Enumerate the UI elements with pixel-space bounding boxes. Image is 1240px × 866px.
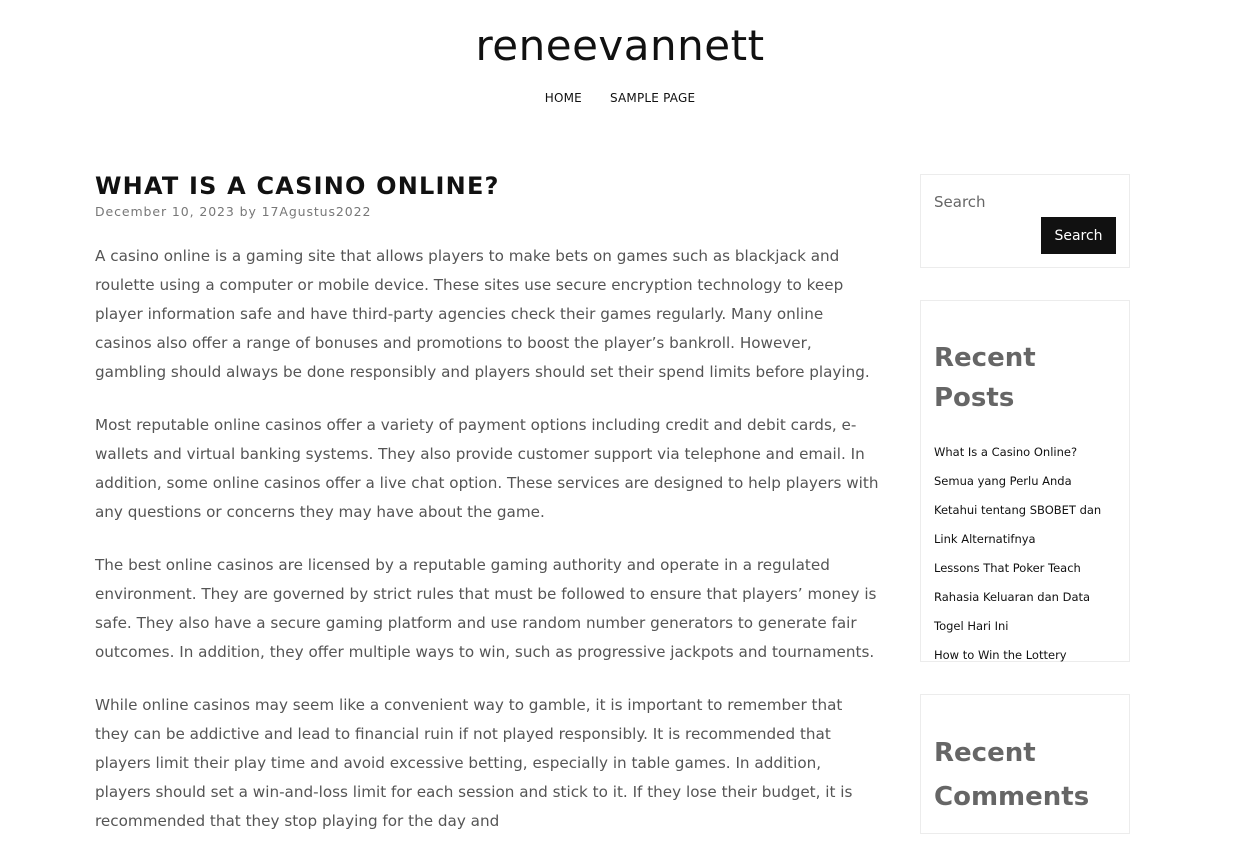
recent-posts-title: Recent Posts	[934, 343, 1036, 413]
site-title-link[interactable]: reneevannett	[475, 21, 765, 70]
post-paragraph: Most reputable online casinos offer a variety of payment options including credit and debit cards, e-wallets and virtual banking systems. They also provide customer support via telephone and email. In addition, some online casinos offer a live chat option. These services are designed to help players with any questions or concerns they may have about the game.	[95, 416, 879, 521]
nav-item-sample-page[interactable]: SAMPLE PAGE	[609, 91, 696, 105]
recent-post-link[interactable]: Rahasia Keluaran dan Data Togel Hari Ini	[934, 590, 1091, 633]
main-navigation	[0, 90, 1240, 106]
post-paragraph: While online casinos may seem like a convenient way to gamble, it is important to remember that they can be addictive and lead to financial ruin if not played responsibly. It is recommended that players limit their play time and avoid excessive betting, especially in table games. In addition, players should set a win-and-loss limit for each session and stick to it. If they lose their budget, it is recommended that they stop playing for the day and	[95, 696, 853, 830]
search-button[interactable]: Search	[1041, 217, 1116, 254]
post-by-label: by	[239, 204, 257, 219]
search-input[interactable]	[934, 189, 1114, 215]
recent-comments-title: Recent Comments	[934, 738, 1090, 812]
post-title: WHAT IS A CASINO ONLINE?	[95, 172, 500, 200]
recent-post-link[interactable]: What Is a Casino Online?	[934, 445, 1078, 459]
recent-comments-widget	[920, 694, 1130, 834]
site-header	[0, 0, 1240, 130]
recent-post-link[interactable]: Lessons That Poker Teach	[934, 561, 1081, 575]
sidebar	[920, 174, 1130, 866]
post-paragraph: The best online casinos are licensed by a reputable gaming authority and operate in a regulated environment. They are governed by strict rules that must be followed to ensure that players’ money is safe. They also have a secure gaming platform and use random number generators to generate fair outcomes. In addition, they offer multiple ways to win, such as progressive jackpots and tournaments.	[95, 556, 877, 661]
main-content	[95, 170, 880, 860]
post-paragraph: A casino online is a gaming site that allows players to make bets on games such as blackjack and roulette using a computer or mobile device. These sites use secure encryption technology to keep player information safe and have third-party agencies check their games regularly. Many online casinos also offer a range of bonuses and promotions to boost the player’s bankroll. However, gambling should always be done responsibly and players should set their spend limits before playing.	[95, 247, 870, 381]
post-article	[95, 170, 880, 836]
post-content	[95, 242, 880, 836]
search-widget	[920, 174, 1130, 268]
recent-post-link[interactable]: How to Win the Lottery	[934, 648, 1067, 662]
recent-posts-widget	[920, 300, 1130, 662]
post-meta	[95, 203, 880, 221]
post-author-link[interactable]: 17Agustus2022	[261, 204, 372, 219]
recent-post-link[interactable]: Semua yang Perlu Anda Ketahui tentang SBOBET dan Link Alternatifnya	[934, 474, 1102, 546]
post-date-link[interactable]: December 10, 2023	[95, 204, 235, 219]
recent-posts-list	[934, 438, 1116, 670]
nav-item-home[interactable]: HOME	[544, 91, 582, 105]
